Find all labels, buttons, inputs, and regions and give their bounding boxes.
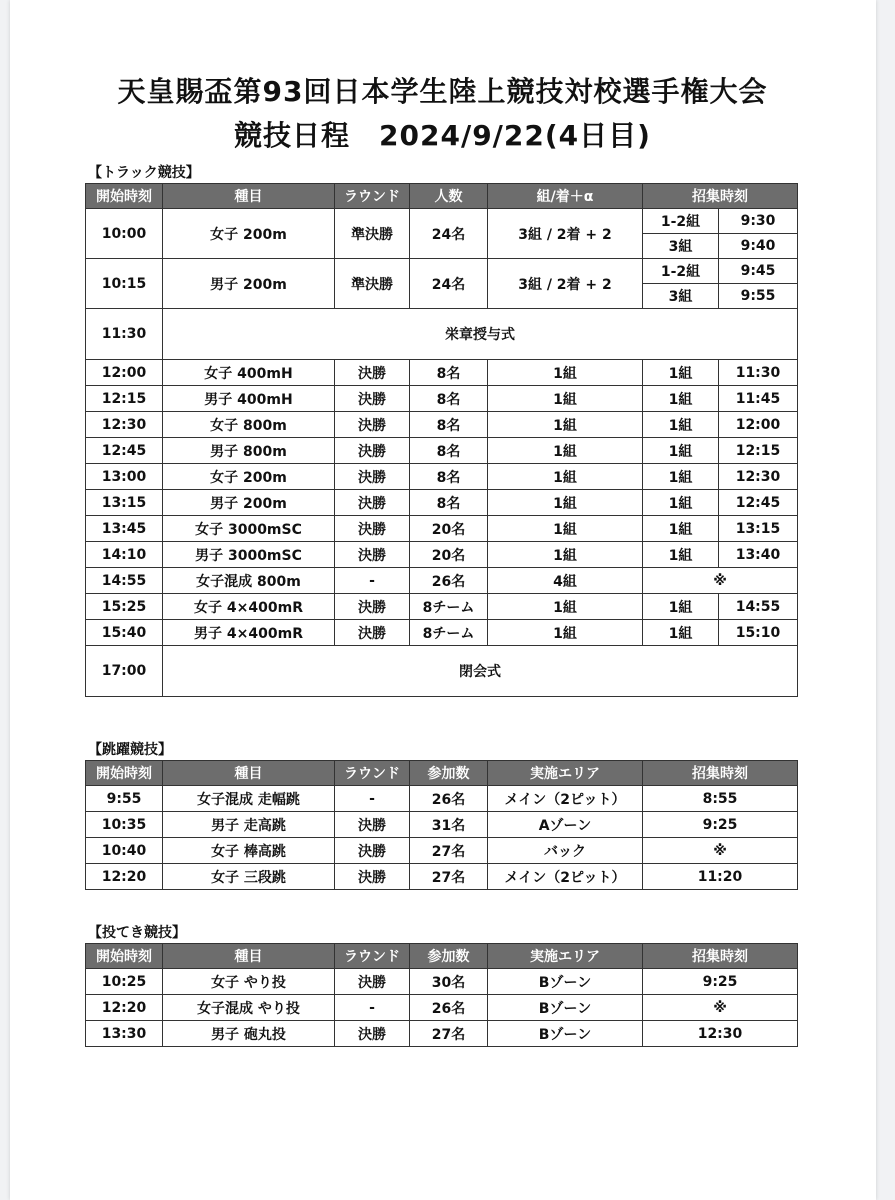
cell-event: 男子 3000mSC xyxy=(163,542,335,568)
cell-event: 女子 3000mSC xyxy=(163,516,335,542)
cell-event: 女子 200m xyxy=(163,209,335,259)
table-row xyxy=(86,360,798,386)
table-row xyxy=(86,386,798,412)
call-group: 1-2組 xyxy=(643,209,719,234)
cell-num: 20名 xyxy=(410,542,488,568)
call-group: 1組 xyxy=(643,516,719,542)
cell-event: 女子 4×400mR xyxy=(163,594,335,620)
table-row xyxy=(86,812,798,838)
cell-round: 決勝 xyxy=(335,542,410,568)
track-header-row xyxy=(86,184,798,209)
cell-num: 8名 xyxy=(410,464,488,490)
call-time: 15:10 xyxy=(719,620,798,646)
cell-time: 12:30 xyxy=(86,412,163,438)
header-heat: 組/着＋α xyxy=(488,184,643,209)
call-time: 12:30 xyxy=(719,464,798,490)
cell-heat: 1組 xyxy=(488,386,643,412)
cell-event: 男子 200m xyxy=(163,490,335,516)
table-row xyxy=(86,490,798,516)
cell-area: Bゾーン xyxy=(488,995,643,1021)
table-row xyxy=(86,969,798,995)
jumps-schedule-table xyxy=(85,760,798,890)
call-time: 9:45 xyxy=(719,259,798,284)
table-row xyxy=(86,412,798,438)
call-group: 1組 xyxy=(643,438,719,464)
cell-time: 13:15 xyxy=(86,490,163,516)
cell-round: 決勝 xyxy=(335,838,410,864)
cell-heat: 1組 xyxy=(488,620,643,646)
cell-time: 12:20 xyxy=(86,864,163,890)
table-row xyxy=(86,209,798,234)
call-time: 14:55 xyxy=(719,594,798,620)
cell-time: 14:10 xyxy=(86,542,163,568)
cell-event: 女子 三段跳 xyxy=(163,864,335,890)
header-round: ラウンド xyxy=(335,944,410,969)
header-round: ラウンド xyxy=(335,184,410,209)
table-row xyxy=(86,594,798,620)
cell-num: 26名 xyxy=(410,786,488,812)
table-row xyxy=(86,620,798,646)
cell-num: 26名 xyxy=(410,568,488,594)
cell-num: 24名 xyxy=(410,209,488,259)
cell-num: 8チーム xyxy=(410,620,488,646)
call-time: 9:40 xyxy=(719,234,798,259)
cell-event: 女子混成 800m xyxy=(163,568,335,594)
cell-heat: 3組 / 2着 + 2 xyxy=(488,209,643,259)
cell-round: 決勝 xyxy=(335,490,410,516)
cell-area: Aゾーン xyxy=(488,812,643,838)
cell-heat: 1組 xyxy=(488,542,643,568)
cell-event: 女子 400mH xyxy=(163,360,335,386)
cell-round: 決勝 xyxy=(335,464,410,490)
start-time: 17:00 xyxy=(86,646,163,697)
cell-area: Bゾーン xyxy=(488,1021,643,1047)
cell-num: 8名 xyxy=(410,490,488,516)
header-start-time: 開始時刻 xyxy=(86,184,163,209)
cell-call: ※ xyxy=(643,995,798,1021)
call-time: 9:30 xyxy=(719,209,798,234)
cell-event: 女子 800m xyxy=(163,412,335,438)
cell-heat: 1組 xyxy=(488,594,643,620)
cell-round: 決勝 xyxy=(335,864,410,890)
cell-round: - xyxy=(335,786,410,812)
cell-num: 20名 xyxy=(410,516,488,542)
cell-heat: 3組 / 2着 + 2 xyxy=(488,259,643,309)
table-row xyxy=(86,464,798,490)
cell-event: 女子混成 走幅跳 xyxy=(163,786,335,812)
header-start-time: 開始時刻 xyxy=(86,761,163,786)
cell-num: 27名 xyxy=(410,838,488,864)
document-subtitle: 競技日程 2024/9/22(4日目) xyxy=(234,119,651,152)
ceremony-name: 栄章授与式 xyxy=(163,309,798,360)
header-event: 種目 xyxy=(163,761,335,786)
table-row xyxy=(86,542,798,568)
call-group: 3組 xyxy=(643,234,719,259)
cell-time: 10:00 xyxy=(86,209,163,259)
cell-event: 男子 200m xyxy=(163,259,335,309)
header-call-time: 招集時刻 xyxy=(643,761,798,786)
call-group: 1組 xyxy=(643,360,719,386)
cell-num: 8名 xyxy=(410,386,488,412)
header-round: ラウンド xyxy=(335,761,410,786)
cell-event: 女子混成 やり投 xyxy=(163,995,335,1021)
call-group: 1組 xyxy=(643,620,719,646)
call-time: 13:40 xyxy=(719,542,798,568)
cell-round: 決勝 xyxy=(335,620,410,646)
document-title: 天皇賜盃第93回日本学生陸上競技対校選手権大会 xyxy=(117,75,768,108)
cell-round: 決勝 xyxy=(335,360,410,386)
cell-time: 13:30 xyxy=(86,1021,163,1047)
table-row xyxy=(86,864,798,890)
cell-time: 12:45 xyxy=(86,438,163,464)
cell-num: 30名 xyxy=(410,969,488,995)
cell-call: 8:55 xyxy=(643,786,798,812)
cell-num: 24名 xyxy=(410,259,488,309)
call-time: 12:45 xyxy=(719,490,798,516)
call-group: 1組 xyxy=(643,412,719,438)
cell-area: バック xyxy=(488,838,643,864)
cell-area: メイン（2ピット） xyxy=(488,864,643,890)
table-row xyxy=(86,516,798,542)
cell-event: 女子 200m xyxy=(163,464,335,490)
cell-event: 男子 800m xyxy=(163,438,335,464)
cell-call: ※ xyxy=(643,838,798,864)
cell-heat: 1組 xyxy=(488,464,643,490)
header-call-time: 招集時刻 xyxy=(643,184,798,209)
cell-event: 男子 走高跳 xyxy=(163,812,335,838)
cell-call: 11:20 xyxy=(643,864,798,890)
table-row xyxy=(86,838,798,864)
cell-time: 15:40 xyxy=(86,620,163,646)
jumps-section-label: 【跳躍競技】 xyxy=(88,742,172,758)
track-schedule-table xyxy=(85,183,798,697)
ceremony-name: 閉会式 xyxy=(163,646,798,697)
cell-event: 男子 砲丸投 xyxy=(163,1021,335,1047)
start-time: 11:30 xyxy=(86,309,163,360)
call-group: 1組 xyxy=(643,542,719,568)
cell-event: 女子 棒高跳 xyxy=(163,838,335,864)
cell-time: 12:15 xyxy=(86,386,163,412)
table-row xyxy=(86,995,798,1021)
table-row xyxy=(86,259,798,284)
cell-time: 12:00 xyxy=(86,360,163,386)
call-group: 1組 xyxy=(643,490,719,516)
cell-call: 9:25 xyxy=(643,969,798,995)
header-area: 実施エリア xyxy=(488,944,643,969)
header-event: 種目 xyxy=(163,184,335,209)
jumps-header-row xyxy=(86,761,798,786)
cell-heat: 1組 xyxy=(488,490,643,516)
cell-num: 27名 xyxy=(410,1021,488,1047)
cell-time: 13:00 xyxy=(86,464,163,490)
header-count: 人数 xyxy=(410,184,488,209)
cell-heat: 1組 xyxy=(488,516,643,542)
cell-round: 決勝 xyxy=(335,386,410,412)
header-call-time: 招集時刻 xyxy=(643,944,798,969)
throws-header-row xyxy=(86,944,798,969)
cell-num: 8名 xyxy=(410,412,488,438)
cell-time: 10:25 xyxy=(86,969,163,995)
call-group: 3組 xyxy=(643,284,719,309)
cell-num: 8チーム xyxy=(410,594,488,620)
cell-round: 決勝 xyxy=(335,812,410,838)
ceremony-row xyxy=(86,309,798,360)
table-row xyxy=(86,1021,798,1047)
cell-call: 12:30 xyxy=(643,1021,798,1047)
header-event: 種目 xyxy=(163,944,335,969)
call-group: 1-2組 xyxy=(643,259,719,284)
cell-time: 13:45 xyxy=(86,516,163,542)
cell-time: 10:40 xyxy=(86,838,163,864)
ceremony-row xyxy=(86,646,798,697)
cell-time: 12:20 xyxy=(86,995,163,1021)
cell-heat: 1組 xyxy=(488,438,643,464)
cell-round: - xyxy=(335,568,410,594)
call-time: 12:15 xyxy=(719,438,798,464)
cell-round: 決勝 xyxy=(335,594,410,620)
call-time: 13:15 xyxy=(719,516,798,542)
cell-round: 決勝 xyxy=(335,1021,410,1047)
cell-num: 31名 xyxy=(410,812,488,838)
cell-num: 8名 xyxy=(410,438,488,464)
cell-num: 27名 xyxy=(410,864,488,890)
cell-round: - xyxy=(335,995,410,1021)
cell-area: メイン（2ピット） xyxy=(488,786,643,812)
cell-round: 決勝 xyxy=(335,969,410,995)
throws-schedule-table xyxy=(85,943,798,1047)
cell-call: 9:25 xyxy=(643,812,798,838)
cell-round: 決勝 xyxy=(335,516,410,542)
cell-event: 男子 4×400mR xyxy=(163,620,335,646)
call-time: 11:45 xyxy=(719,386,798,412)
cell-heat: 4組 xyxy=(488,568,643,594)
table-row xyxy=(86,438,798,464)
table-row xyxy=(86,568,798,594)
cell-num: 8名 xyxy=(410,360,488,386)
cell-round: 決勝 xyxy=(335,438,410,464)
header-start-time: 開始時刻 xyxy=(86,944,163,969)
header-area: 実施エリア xyxy=(488,761,643,786)
cell-time: 14:55 xyxy=(86,568,163,594)
cell-event: 女子 やり投 xyxy=(163,969,335,995)
call-time: 9:55 xyxy=(719,284,798,309)
header-participants: 参加数 xyxy=(410,761,488,786)
call-group: 1組 xyxy=(643,594,719,620)
cell-event: 男子 400mH xyxy=(163,386,335,412)
cell-time: 9:55 xyxy=(86,786,163,812)
cell-heat: 1組 xyxy=(488,360,643,386)
cell-round: 決勝 xyxy=(335,412,410,438)
cell-area: Bゾーン xyxy=(488,969,643,995)
call-group: 1組 xyxy=(643,386,719,412)
cell-num: 26名 xyxy=(410,995,488,1021)
cell-round: 準決勝 xyxy=(335,259,410,309)
call-time: 11:30 xyxy=(719,360,798,386)
cell-time: 10:15 xyxy=(86,259,163,309)
call-group: 1組 xyxy=(643,464,719,490)
cell-round: 準決勝 xyxy=(335,209,410,259)
cell-time: 10:35 xyxy=(86,812,163,838)
header-participants: 参加数 xyxy=(410,944,488,969)
cell-time: 15:25 xyxy=(86,594,163,620)
call-note: ※ xyxy=(643,568,798,594)
cell-heat: 1組 xyxy=(488,412,643,438)
track-section-label: 【トラック競技】 xyxy=(88,165,200,181)
table-row xyxy=(86,786,798,812)
throws-section-label: 【投てき競技】 xyxy=(88,925,186,941)
call-time: 12:00 xyxy=(719,412,798,438)
